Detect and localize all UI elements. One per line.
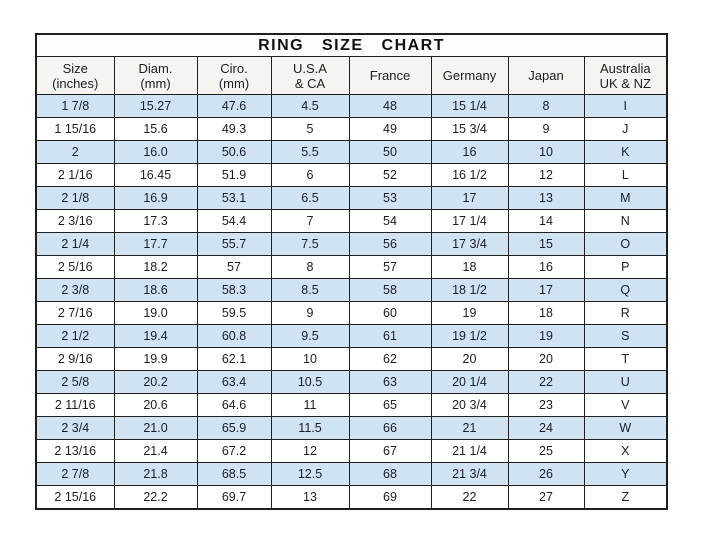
title-row — [36, 34, 667, 57]
cell-japan: 18 — [508, 302, 584, 325]
cell-france: 69 — [349, 486, 431, 510]
cell-france: 56 — [349, 233, 431, 256]
cell-usa-ca: 6 — [271, 164, 349, 187]
column-header-line: (inches) — [52, 75, 99, 91]
cell-japan: 15 — [508, 233, 584, 256]
cell-germany: 22 — [431, 486, 508, 510]
cell-diam-mm: 18.6 — [114, 279, 197, 302]
cell-japan: 16 — [508, 256, 584, 279]
cell-usa-ca: 10 — [271, 348, 349, 371]
cell-germany: 20 3/4 — [431, 394, 508, 417]
cell-usa-ca: 12.5 — [271, 463, 349, 486]
cell-australia-uk-nz: W — [584, 417, 667, 440]
cell-germany: 19 1/2 — [431, 325, 508, 348]
column-header-line: France — [369, 68, 411, 83]
cell-ciro-mm: 68.5 — [197, 463, 271, 486]
cell-usa-ca: 9 — [271, 302, 349, 325]
column-header-diam-mm — [114, 57, 197, 95]
cell-size-inches: 2 — [36, 141, 114, 164]
cell-australia-uk-nz: Y — [584, 463, 667, 486]
cell-size-inches: 2 5/8 — [36, 371, 114, 394]
table-row — [36, 187, 667, 210]
column-header-line: Ciro. — [220, 60, 248, 76]
column-header-line: (mm) — [140, 75, 171, 91]
cell-japan: 20 — [508, 348, 584, 371]
cell-ciro-mm: 69.7 — [197, 486, 271, 510]
cell-ciro-mm: 51.9 — [197, 164, 271, 187]
cell-australia-uk-nz: V — [584, 394, 667, 417]
chart-title: RING SIZE CHART — [36, 34, 667, 57]
cell-france: 53 — [349, 187, 431, 210]
cell-usa-ca: 5.5 — [271, 141, 349, 164]
cell-france: 66 — [349, 417, 431, 440]
table-row — [36, 279, 667, 302]
cell-ciro-mm: 67.2 — [197, 440, 271, 463]
cell-usa-ca: 13 — [271, 486, 349, 510]
cell-diam-mm: 16.0 — [114, 141, 197, 164]
cell-france: 48 — [349, 95, 431, 118]
cell-germany: 18 — [431, 256, 508, 279]
column-header-ciro-mm — [197, 57, 271, 95]
cell-australia-uk-nz: I — [584, 95, 667, 118]
cell-germany: 15 3/4 — [431, 118, 508, 141]
cell-usa-ca: 8.5 — [271, 279, 349, 302]
cell-france: 68 — [349, 463, 431, 486]
cell-diam-mm: 19.0 — [114, 302, 197, 325]
cell-size-inches: 2 3/16 — [36, 210, 114, 233]
cell-australia-uk-nz: O — [584, 233, 667, 256]
cell-australia-uk-nz: K — [584, 141, 667, 164]
cell-germany: 16 1/2 — [431, 164, 508, 187]
cell-japan: 22 — [508, 371, 584, 394]
cell-japan: 17 — [508, 279, 584, 302]
cell-diam-mm: 19.4 — [114, 325, 197, 348]
cell-australia-uk-nz: Q — [584, 279, 667, 302]
cell-size-inches: 2 5/16 — [36, 256, 114, 279]
cell-size-inches: 2 1/8 — [36, 187, 114, 210]
cell-france: 61 — [349, 325, 431, 348]
column-header-line: U.S.A — [293, 60, 327, 76]
cell-japan: 19 — [508, 325, 584, 348]
cell-japan: 13 — [508, 187, 584, 210]
cell-ciro-mm: 60.8 — [197, 325, 271, 348]
table-row — [36, 348, 667, 371]
column-header-line: Australia — [600, 60, 651, 76]
table-row — [36, 302, 667, 325]
cell-usa-ca: 7 — [271, 210, 349, 233]
cell-ciro-mm: 59.5 — [197, 302, 271, 325]
cell-ciro-mm: 53.1 — [197, 187, 271, 210]
cell-japan: 9 — [508, 118, 584, 141]
cell-germany: 15 1/4 — [431, 95, 508, 118]
cell-france: 49 — [349, 118, 431, 141]
column-header-line: Japan — [528, 68, 564, 83]
cell-size-inches: 2 15/16 — [36, 486, 114, 510]
table-row — [36, 417, 667, 440]
table-row — [36, 325, 667, 348]
cell-size-inches: 2 11/16 — [36, 394, 114, 417]
cell-japan: 10 — [508, 141, 584, 164]
column-header-line: Germany — [442, 68, 497, 83]
column-header-australia-uk-nz — [584, 57, 667, 95]
cell-japan: 8 — [508, 95, 584, 118]
cell-australia-uk-nz: U — [584, 371, 667, 394]
cell-germany: 21 3/4 — [431, 463, 508, 486]
table-row — [36, 394, 667, 417]
cell-france: 62 — [349, 348, 431, 371]
cell-japan: 23 — [508, 394, 584, 417]
cell-usa-ca: 11 — [271, 394, 349, 417]
table-row — [36, 486, 667, 510]
cell-usa-ca: 7.5 — [271, 233, 349, 256]
cell-usa-ca: 10.5 — [271, 371, 349, 394]
cell-france: 67 — [349, 440, 431, 463]
table-row — [36, 371, 667, 394]
cell-diam-mm: 21.0 — [114, 417, 197, 440]
cell-germany: 17 3/4 — [431, 233, 508, 256]
table-row — [36, 118, 667, 141]
cell-diam-mm: 18.2 — [114, 256, 197, 279]
cell-germany: 19 — [431, 302, 508, 325]
cell-france: 58 — [349, 279, 431, 302]
cell-france: 65 — [349, 394, 431, 417]
cell-australia-uk-nz: L — [584, 164, 667, 187]
cell-size-inches: 2 1/4 — [36, 233, 114, 256]
cell-size-inches: 2 3/8 — [36, 279, 114, 302]
column-header-japan — [508, 57, 584, 95]
cell-japan: 25 — [508, 440, 584, 463]
cell-diam-mm: 16.9 — [114, 187, 197, 210]
cell-usa-ca: 9.5 — [271, 325, 349, 348]
cell-diam-mm: 19.9 — [114, 348, 197, 371]
cell-france: 63 — [349, 371, 431, 394]
cell-diam-mm: 17.3 — [114, 210, 197, 233]
ring-size-chart-table — [35, 33, 668, 510]
cell-size-inches: 2 1/2 — [36, 325, 114, 348]
cell-france: 54 — [349, 210, 431, 233]
cell-australia-uk-nz: S — [584, 325, 667, 348]
cell-germany: 20 — [431, 348, 508, 371]
cell-size-inches: 2 7/8 — [36, 463, 114, 486]
column-header-size-inches — [36, 57, 114, 95]
cell-japan: 24 — [508, 417, 584, 440]
table-row — [36, 463, 667, 486]
cell-japan: 14 — [508, 210, 584, 233]
column-header-france — [349, 57, 431, 95]
column-header-line: UK & NZ — [599, 75, 651, 91]
cell-australia-uk-nz: T — [584, 348, 667, 371]
cell-diam-mm: 22.2 — [114, 486, 197, 510]
cell-france: 60 — [349, 302, 431, 325]
cell-germany: 21 1/4 — [431, 440, 508, 463]
cell-germany: 18 1/2 — [431, 279, 508, 302]
cell-size-inches: 2 7/16 — [36, 302, 114, 325]
cell-ciro-mm: 57 — [197, 256, 271, 279]
cell-germany: 20 1/4 — [431, 371, 508, 394]
table-row — [36, 256, 667, 279]
cell-diam-mm: 20.2 — [114, 371, 197, 394]
cell-japan: 26 — [508, 463, 584, 486]
cell-diam-mm: 15.27 — [114, 95, 197, 118]
column-header-line: (mm) — [218, 75, 250, 91]
column-header-line: & CA — [294, 75, 326, 91]
cell-ciro-mm: 50.6 — [197, 141, 271, 164]
cell-size-inches: 1 7/8 — [36, 95, 114, 118]
cell-size-inches: 2 3/4 — [36, 417, 114, 440]
table-row — [36, 164, 667, 187]
column-header-line: Size — [62, 60, 88, 76]
cell-germany: 17 1/4 — [431, 210, 508, 233]
cell-diam-mm: 21.8 — [114, 463, 197, 486]
cell-france: 52 — [349, 164, 431, 187]
cell-australia-uk-nz: N — [584, 210, 667, 233]
cell-diam-mm: 21.4 — [114, 440, 197, 463]
cell-france: 50 — [349, 141, 431, 164]
cell-size-inches: 2 9/16 — [36, 348, 114, 371]
cell-usa-ca: 11.5 — [271, 417, 349, 440]
cell-australia-uk-nz: M — [584, 187, 667, 210]
cell-size-inches: 2 1/16 — [36, 164, 114, 187]
cell-usa-ca: 5 — [271, 118, 349, 141]
cell-ciro-mm: 64.6 — [197, 394, 271, 417]
cell-usa-ca: 4.5 — [271, 95, 349, 118]
cell-ciro-mm: 49.3 — [197, 118, 271, 141]
cell-australia-uk-nz: Z — [584, 486, 667, 510]
cell-ciro-mm: 62.1 — [197, 348, 271, 371]
cell-usa-ca: 12 — [271, 440, 349, 463]
cell-ciro-mm: 55.7 — [197, 233, 271, 256]
cell-japan: 12 — [508, 164, 584, 187]
cell-germany: 21 — [431, 417, 508, 440]
table-row — [36, 440, 667, 463]
table-row — [36, 210, 667, 233]
cell-france: 57 — [349, 256, 431, 279]
column-header-line: Diam. — [138, 60, 173, 76]
cell-ciro-mm: 58.3 — [197, 279, 271, 302]
cell-diam-mm: 17.7 — [114, 233, 197, 256]
cell-size-inches: 1 15/16 — [36, 118, 114, 141]
cell-japan: 27 — [508, 486, 584, 510]
table-body — [36, 95, 667, 510]
cell-usa-ca: 8 — [271, 256, 349, 279]
cell-germany: 17 — [431, 187, 508, 210]
table-row — [36, 141, 667, 164]
table-row — [36, 233, 667, 256]
cell-australia-uk-nz: P — [584, 256, 667, 279]
column-header-usa-ca — [271, 57, 349, 95]
cell-diam-mm: 15.6 — [114, 118, 197, 141]
cell-ciro-mm: 65.9 — [197, 417, 271, 440]
cell-size-inches: 2 13/16 — [36, 440, 114, 463]
cell-australia-uk-nz: X — [584, 440, 667, 463]
cell-ciro-mm: 63.4 — [197, 371, 271, 394]
cell-ciro-mm: 54.4 — [197, 210, 271, 233]
cell-australia-uk-nz: J — [584, 118, 667, 141]
cell-diam-mm: 16.45 — [114, 164, 197, 187]
cell-usa-ca: 6.5 — [271, 187, 349, 210]
column-header-germany — [431, 57, 508, 95]
table-row — [36, 95, 667, 118]
header-row — [36, 57, 667, 95]
cell-ciro-mm: 47.6 — [197, 95, 271, 118]
cell-germany: 16 — [431, 141, 508, 164]
cell-australia-uk-nz: R — [584, 302, 667, 325]
cell-diam-mm: 20.6 — [114, 394, 197, 417]
